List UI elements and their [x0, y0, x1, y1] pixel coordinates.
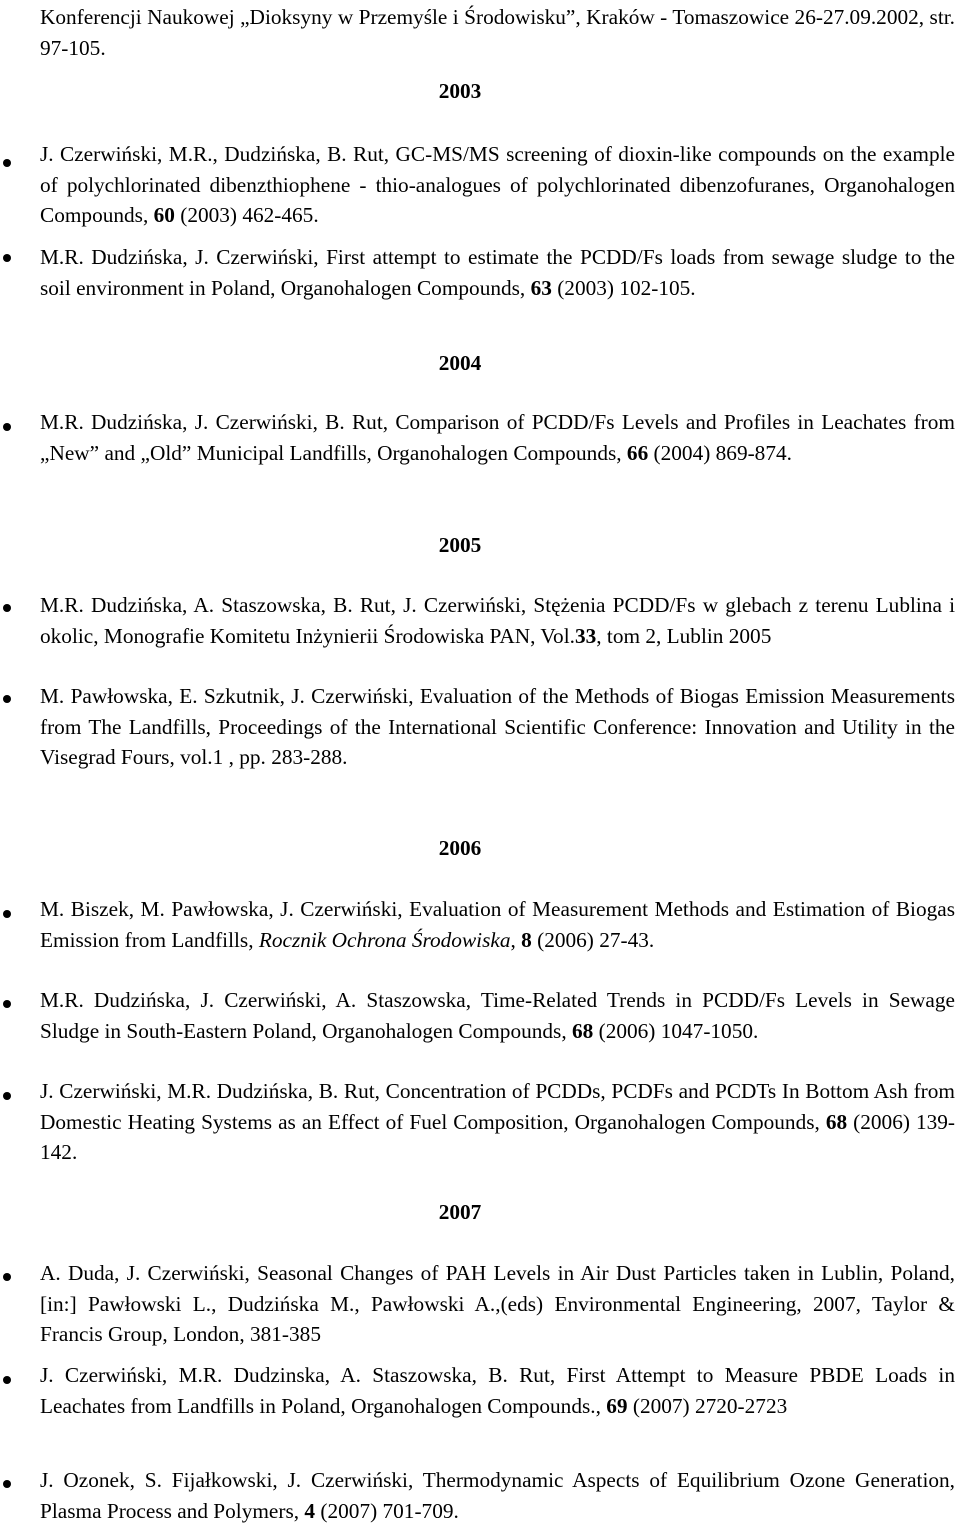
bullet-icon [3, 604, 11, 612]
intro-line: Konferencji Naukowej „Dioksyny w Przemyśle i Środowisku”, Kraków - Tomaszowice 26-27.09.2002, str. 97-105. [40, 5, 955, 60]
list-item: M.R. Dudzińska, J. Czerwiński, A. Staszowska, Time-Related Trends in PCDD/Fs Levels in Sewage Sludge in South-Eastern Poland, Organohalogen Compounds, 68 (2006) 1047-1050. [40, 988, 955, 1043]
bullet-icon [3, 1273, 11, 1281]
list-item: M. Biszek, M. Pawłowska, J. Czerwiński, Evaluation of Measurement Methods and Estimation of Biogas Emission from Landfills, Rocznik Ochrona Środowiska, 8 (2006) 27-43. [40, 897, 955, 952]
year-heading-2005: 2005 [438, 533, 482, 557]
list-item: J. Czerwiński, M.R. Dudzinska, A. Staszowska, B. Rut, First Attempt to Measure PBDE Loads in Leachates from Landfills in Poland, Organohalogen Compounds., 69 (2007) 2720-2723 [40, 1363, 955, 1418]
list-item: J. Ozonek, S. Fijałkowski, J. Czerwiński, Thermodynamic Aspects of Equilibrium Ozone Generation, Plasma Process and Polymers, 4 (2007) 701-709. [40, 1468, 955, 1523]
list-item: M.R. Dudzińska, A. Staszowska, B. Rut, J. Czerwiński, Stężenia PCDD/Fs w glebach z terenu Lublina i okolic, Monografie Komitetu Inżynierii Środowiska PAN, Vol.33, tom 2, Lublin 2005 [40, 593, 955, 648]
year-heading-2003: 2003 [438, 79, 482, 103]
intro-text [40, 2, 955, 63]
list-item: A. Duda, J. Czerwiński, Seasonal Changes of PAH Levels in Air Dust Particles taken in Lublin, Poland, [in:] Pawłowski L., Dudzińska M., Pawłowski A.,(eds) Environmental Engineering, 2007, Taylor & Francis Group, London, 381-385 [40, 1261, 955, 1346]
list-item: M.R. Dudzińska, J. Czerwiński, First attempt to estimate the PCDD/Fs loads from sewage sludge to the soil environment in Poland, Organohalogen Compounds, 63 (2003) 102-105. [40, 245, 955, 300]
year-heading-2006: 2006 [438, 836, 482, 860]
year-heading-2004: 2004 [438, 351, 482, 375]
list-item: M.R. Dudzińska, J. Czerwiński, B. Rut, Comparison of PCDD/Fs Levels and Profiles in Leachates from „New” and „Old” Municipal Landfills, Organohalogen Compounds, 66 (2004) 869-874. [40, 410, 955, 465]
bullet-icon [3, 1480, 11, 1488]
list-item: M. Pawłowska, E. Szkutnik, J. Czerwiński, Evaluation of the Methods of Biogas Emission Measurements from The Landfills, Proceedings of the International Scientific Conference: Innovation and Utility in the Visegrad Fours, vol.1 , pp. 283-288. [40, 684, 955, 769]
bullet-icon [3, 1000, 11, 1008]
bullet-icon [3, 423, 11, 431]
bullet-icon [3, 910, 11, 918]
list-item: J. Czerwiński, M.R., Dudzińska, B. Rut, GC-MS/MS screening of dioxin-like compounds on the example of polychlorinated dibenzthiophene - thio-analogues of polychlorinated dibenzofuranes, Organohalogen Compounds, 60 (2003) 462-465. [40, 142, 955, 227]
bullet-icon [3, 1092, 11, 1100]
year-heading-2007: 2007 [438, 1200, 482, 1224]
bullet-icon [3, 1376, 11, 1384]
bullet-icon [3, 695, 11, 703]
list-item: J. Czerwiński, M.R. Dudzińska, B. Rut, Concentration of PCDDs, PCDFs and PCDTs In Bottom Ash from Domestic Heating Systems as an Effect of Fuel Composition, Organohalogen Compounds, 68 (2006) 139-142. [40, 1079, 956, 1164]
bullet-icon [3, 254, 11, 262]
bullet-icon [3, 159, 11, 167]
